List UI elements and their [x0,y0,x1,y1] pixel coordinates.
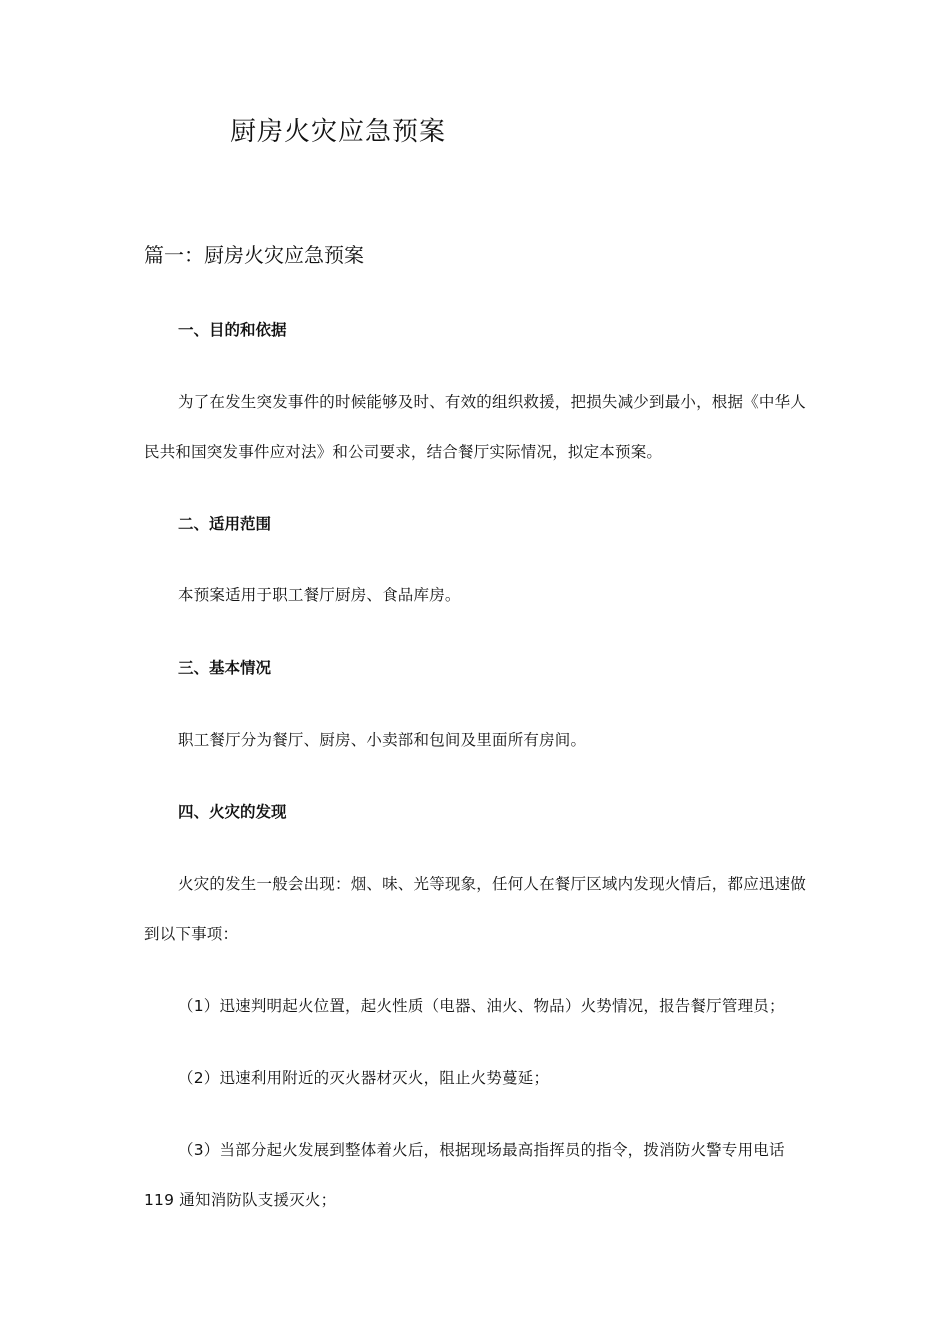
list-item-step-1: （1）迅速判明起火位置，起火性质（电器、油火、物品）火势情况，报告餐厅管理员； [178,997,785,1015]
paragraph-basic-info: 职工餐厅分为餐厅、厨房、小卖部和包间及里面所有房间。 [178,731,587,749]
section-heading-basic-info: 三、基本情况 [178,659,272,677]
list-item-step-2: （2）迅速利用附近的灭火器材灭火，阻止火势蔓延； [178,1069,550,1087]
paragraph-scope: 本预案适用于职工餐厅厨房、食品库房。 [178,586,461,604]
chapter-title: 篇一：厨房火灾应急预案 [144,243,364,267]
paragraph-fire-discovery: 火灾的发生一般会出现：烟、味、光等现象，任何人在餐厅区域内发现火情后，都应迅速做到以下事项： [144,875,807,943]
document-title: 厨房火灾应急预案 [230,117,447,147]
section-heading-scope: 二、适用范围 [178,515,272,533]
list-item-step-3: （3）当部分起火发展到整体着火后，根据现场最高指挥员的指令，拨消防火警专用电话 119 通知消防队支援灭火； [144,1141,785,1209]
section-heading-purpose: 一、目的和依据 [178,321,287,339]
section-heading-fire-discovery: 四、火灾的发现 [178,803,287,821]
paragraph-purpose: 为了在发生突发事件的时候能够及时、有效的组织救援，把损失减少到最小，根据《中华人民共和国突发事件应对法》和公司要求，结合餐厅实际情况，拟定本预案。 [144,393,807,461]
